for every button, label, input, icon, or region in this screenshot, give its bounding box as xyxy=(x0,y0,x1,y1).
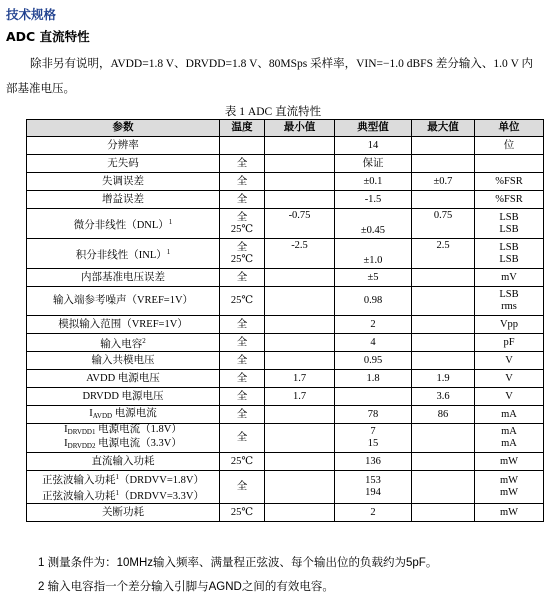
cell-temp: 全 xyxy=(220,370,265,388)
cell-unit: pF xyxy=(475,334,544,352)
param-subscript: AVDD xyxy=(92,411,113,420)
param-text: 正弦波输入功耗 xyxy=(42,475,116,486)
cell-max xyxy=(412,191,475,209)
max-line: 0.75 xyxy=(433,210,453,221)
cell-temp: 25℃ xyxy=(220,453,265,471)
cell-unit: mV xyxy=(475,269,544,287)
cell-min xyxy=(265,209,335,239)
footnote-2: 2 输入电容指一个差分输入引脚与AGND之间的有效电容。 xyxy=(38,581,334,593)
temp-line: 25℃ xyxy=(230,223,254,235)
cell-min xyxy=(265,269,335,287)
cell-min xyxy=(265,316,335,334)
cell-param: 输入端参考噪声（VREF=1V） xyxy=(27,287,220,316)
param-line xyxy=(30,471,216,487)
header-unit: 单位 xyxy=(475,120,544,137)
cell-max xyxy=(412,453,475,471)
cell-param xyxy=(27,239,220,269)
unit-line: mW xyxy=(499,487,519,498)
temp-line: 25℃ xyxy=(230,253,254,265)
cell-unit: Vpp xyxy=(475,316,544,334)
dc-spec-table xyxy=(26,119,544,522)
table-row xyxy=(27,155,544,173)
cell-unit: 位 xyxy=(475,137,544,155)
cell-temp xyxy=(220,137,265,155)
cell-temp: 全 xyxy=(220,424,265,453)
param-line xyxy=(30,424,216,438)
table-row xyxy=(27,424,544,453)
cell-typ: 2 xyxy=(335,316,412,334)
cell-temp: 全 xyxy=(220,334,265,352)
cell-typ: 保证 xyxy=(335,155,412,173)
param-text: I xyxy=(64,424,68,435)
cell-min xyxy=(265,504,335,522)
cell-max xyxy=(412,209,475,239)
cell-temp: 25℃ xyxy=(220,287,265,316)
cell-min xyxy=(265,239,335,269)
cell-max xyxy=(412,269,475,287)
cell-min xyxy=(265,352,335,370)
cell-unit xyxy=(475,209,544,239)
cell-param: 无失码 xyxy=(27,155,220,173)
cell-typ xyxy=(335,471,412,504)
header-min: 最小值 xyxy=(265,120,335,137)
cell-param: 直流输入功耗 xyxy=(27,453,220,471)
cell-typ: 1.8 xyxy=(335,370,412,388)
unit-line: rms xyxy=(501,301,517,312)
param-text: 正弦波输入功耗 xyxy=(42,491,116,502)
cell-max xyxy=(412,352,475,370)
cell-max xyxy=(412,316,475,334)
table-row xyxy=(27,287,544,316)
table-row xyxy=(27,269,544,287)
table-row xyxy=(27,239,544,269)
cell-min xyxy=(265,453,335,471)
table-row xyxy=(27,388,544,406)
unit-line: LSB xyxy=(499,253,519,265)
cell-typ: ±0.1 xyxy=(335,173,412,191)
cell-temp: 全 xyxy=(220,269,265,287)
cell-max xyxy=(412,155,475,173)
table-row xyxy=(27,316,544,334)
table-row xyxy=(27,352,544,370)
footnote-ref: 1 xyxy=(166,247,171,256)
cell-temp: 全 xyxy=(220,191,265,209)
cell-param: 增益误差 xyxy=(27,191,220,209)
cell-param: DRVDD 电源电压 xyxy=(27,388,220,406)
cell-typ: 78 xyxy=(335,406,412,424)
cell-typ xyxy=(335,209,412,239)
table-row xyxy=(27,209,544,239)
cell-param: 失调误差 xyxy=(27,173,220,191)
cell-typ: ±5 xyxy=(335,269,412,287)
temp-line: 全 xyxy=(236,211,248,223)
cell-temp: 全 xyxy=(220,316,265,334)
cell-min: 1.7 xyxy=(265,388,335,406)
cell-param xyxy=(27,334,220,352)
cell-typ: 136 xyxy=(335,453,412,471)
cell-unit: mW xyxy=(475,504,544,522)
table-row xyxy=(27,453,544,471)
table-header-row xyxy=(27,120,544,137)
cell-typ: -1.5 xyxy=(335,191,412,209)
cell-temp: 全 xyxy=(220,388,265,406)
cell-unit: %FSR xyxy=(475,173,544,191)
header-temp: 温度 xyxy=(220,120,265,137)
footnote-ref: 1 xyxy=(115,489,120,497)
cell-unit: %FSR xyxy=(475,191,544,209)
cell-min xyxy=(265,471,335,504)
cell-typ: 0.98 xyxy=(335,287,412,316)
param-text: I xyxy=(89,407,93,419)
intro-paragraph: 除非另有说明，AVDD=1.8 V、DRVDD=1.8 V、80MSps 采样率，VIN=−1.0 dBFS 差分输入、1.0 V 内部基准电压。 xyxy=(6,58,534,95)
cell-param: 输入共模电压 xyxy=(27,352,220,370)
cell-typ: 0.95 xyxy=(335,352,412,370)
param-text: 输入电容 xyxy=(100,338,143,350)
min-line: -0.75 xyxy=(288,210,311,221)
cell-max xyxy=(412,334,475,352)
param-text: I xyxy=(64,438,68,449)
param-text: 电源电流（3.3V） xyxy=(95,438,182,449)
min-line: -2.5 xyxy=(291,240,308,251)
table-row xyxy=(27,334,544,352)
typ-line: 15 xyxy=(367,438,379,449)
cell-temp: 全 xyxy=(220,471,265,504)
cell-min xyxy=(265,137,335,155)
unit-line: mA xyxy=(501,426,517,437)
cell-min xyxy=(265,334,335,352)
cell-param: 模拟输入范围（VREF=1V） xyxy=(27,316,220,334)
cell-unit xyxy=(475,155,544,173)
param-text: （DRDVV=3.3V） xyxy=(119,491,204,502)
cell-param: 内部基准电压误差 xyxy=(27,269,220,287)
cell-temp: 全 xyxy=(220,352,265,370)
header-typ: 典型值 xyxy=(335,120,412,137)
typ-line: 7 xyxy=(370,426,376,437)
cell-param: 关断功耗 xyxy=(27,504,220,522)
param-text: 微分非线性（DNL） xyxy=(73,219,169,231)
cell-param xyxy=(27,471,220,504)
cell-param: 分辨率 xyxy=(27,137,220,155)
cell-typ: 2 xyxy=(335,504,412,522)
unit-line: LSB xyxy=(499,223,519,235)
unit-line: mA xyxy=(501,438,517,449)
cell-temp: 全 xyxy=(220,173,265,191)
cell-param xyxy=(27,424,220,453)
cell-min xyxy=(265,191,335,209)
header-param: 参数 xyxy=(27,120,220,137)
param-text: 电源电流（1.8V） xyxy=(95,424,182,435)
table-row xyxy=(27,471,544,504)
table-caption: 表 1 ADC 直流特性 xyxy=(224,106,322,118)
footnote-1: 1 测量条件为：10MHz输入频率、满量程正弦波、每个输出位的负载约为5pF。 xyxy=(38,557,438,569)
unit-line: LSB xyxy=(499,211,519,223)
param-text: 积分非线性（INL） xyxy=(75,249,167,261)
table-row xyxy=(27,137,544,155)
unit-line: mW xyxy=(499,475,519,486)
param-line xyxy=(30,438,216,452)
subsection-heading: ADC 直流特性 xyxy=(6,29,90,44)
cell-temp: 全 xyxy=(220,155,265,173)
cell-max: ±0.7 xyxy=(412,173,475,191)
cell-max: 86 xyxy=(412,406,475,424)
typ-line: 153 xyxy=(365,475,381,486)
cell-typ: 4 xyxy=(335,334,412,352)
cell-temp: 全 xyxy=(220,406,265,424)
param-text: （DRDVV=1.8V） xyxy=(119,475,204,486)
footnote-ref: 1 xyxy=(168,217,173,226)
unit-line: LSB xyxy=(499,241,519,253)
cell-param xyxy=(27,406,220,424)
cell-min xyxy=(265,173,335,191)
cell-typ xyxy=(335,424,412,453)
cell-param: AVDD 电源电压 xyxy=(27,370,220,388)
cell-unit: V xyxy=(475,352,544,370)
table-row xyxy=(27,406,544,424)
cell-min xyxy=(265,287,335,316)
cell-min: 1.7 xyxy=(265,370,335,388)
cell-min xyxy=(265,406,335,424)
param-subscript: DRVDD1 xyxy=(67,428,96,436)
cell-max: 1.9 xyxy=(412,370,475,388)
param-subscript: DRVDD2 xyxy=(67,442,96,450)
footnote-ref: 1 xyxy=(115,473,120,481)
cell-max xyxy=(412,424,475,453)
cell-min xyxy=(265,424,335,453)
cell-typ xyxy=(335,388,412,406)
cell-temp xyxy=(220,209,265,239)
cell-max: 3.6 xyxy=(412,388,475,406)
cell-typ: 14 xyxy=(335,137,412,155)
cell-unit: mW xyxy=(475,453,544,471)
cell-temp xyxy=(220,239,265,269)
param-text: 电源电流 xyxy=(112,407,157,419)
param-line xyxy=(30,487,216,503)
cell-unit xyxy=(475,239,544,269)
cell-temp: 25℃ xyxy=(220,504,265,522)
cell-unit xyxy=(475,287,544,316)
table-row xyxy=(27,504,544,522)
footnote-ref: 2 xyxy=(142,336,146,345)
cell-max xyxy=(412,504,475,522)
temp-line: 全 xyxy=(236,241,248,253)
section-heading: 技术规格 xyxy=(6,7,57,22)
cell-typ xyxy=(335,239,412,269)
cell-unit: mA xyxy=(475,406,544,424)
cell-max xyxy=(412,471,475,504)
table-row xyxy=(27,173,544,191)
cell-param xyxy=(27,209,220,239)
typ-line: ±0.45 xyxy=(360,225,386,236)
unit-line: LSB xyxy=(499,289,519,300)
cell-max xyxy=(412,137,475,155)
cell-unit: V xyxy=(475,388,544,406)
cell-unit: V xyxy=(475,370,544,388)
cell-max xyxy=(412,239,475,269)
table-row xyxy=(27,370,544,388)
cell-max xyxy=(412,287,475,316)
typ-line: ±1.0 xyxy=(363,255,383,266)
cell-unit xyxy=(475,471,544,504)
table-row xyxy=(27,191,544,209)
cell-unit xyxy=(475,424,544,453)
header-max: 最大值 xyxy=(412,120,475,137)
max-line: 2.5 xyxy=(436,240,450,251)
typ-line: 194 xyxy=(365,487,381,498)
cell-min xyxy=(265,155,335,173)
